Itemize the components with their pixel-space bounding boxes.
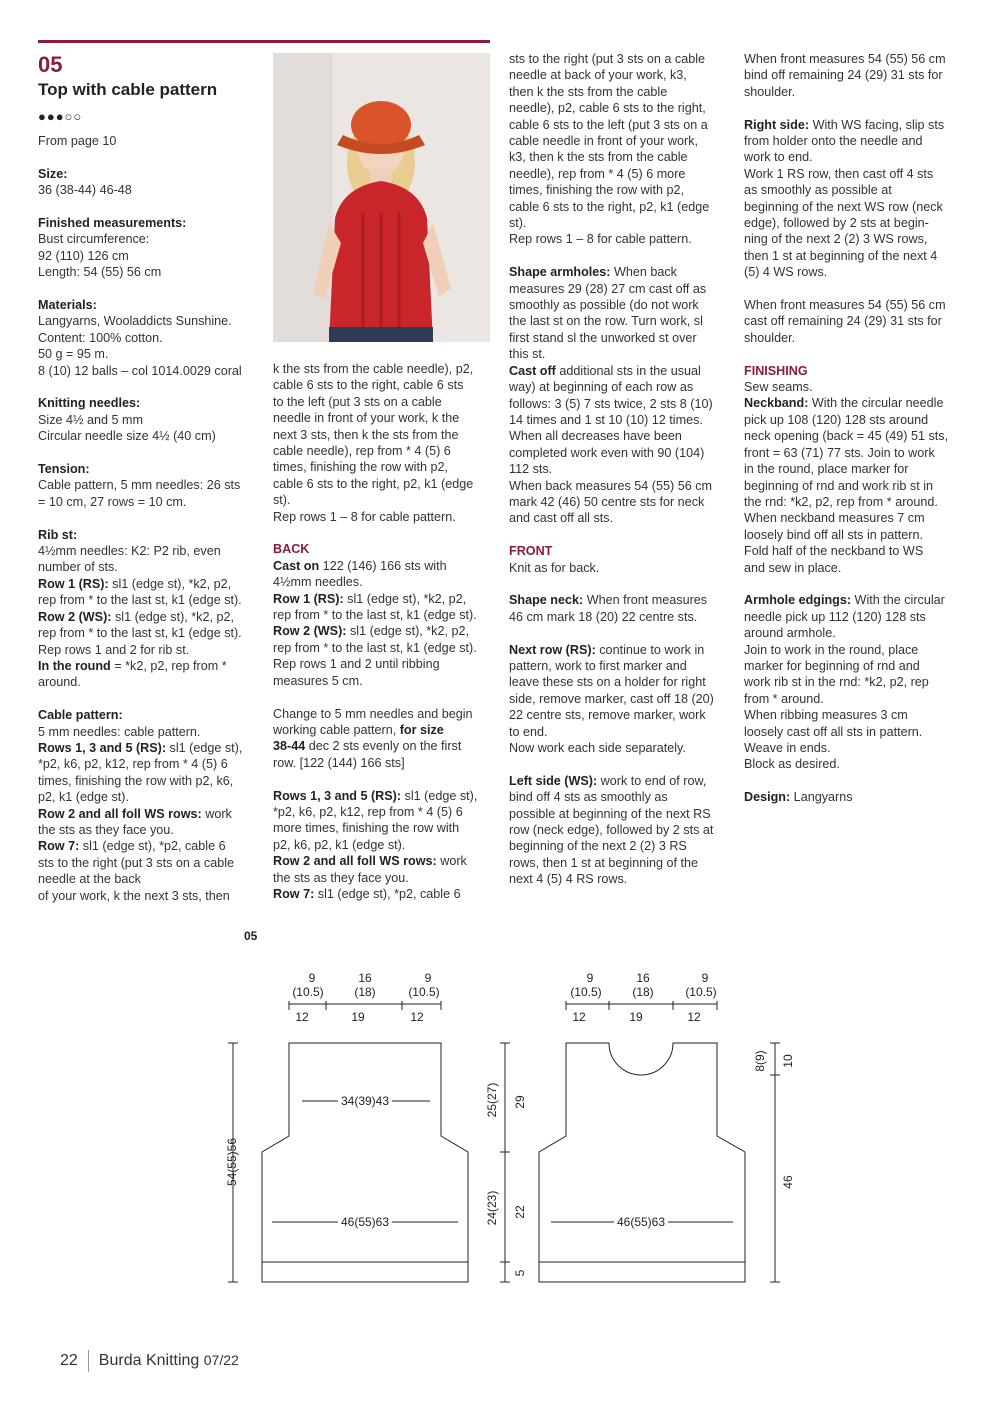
text-line: bind off remaining 24 (29) 31 sts for: [744, 68, 943, 83]
text-line: (5) 4 WS rows.: [744, 265, 828, 280]
text-run: With the circular needle: [808, 396, 944, 411]
text-run: continue to work in: [595, 642, 705, 657]
front-piece: [539, 1001, 780, 1282]
text-line: then 1 st at beginning of the next 4: [744, 248, 938, 263]
text-line: rows, then 1 st at beginning of the: [509, 855, 699, 870]
text-line: 14 times and 1 st 10 (10) 12 times.: [509, 412, 703, 427]
text-line: Length: 54 (55) 56 cm: [38, 265, 162, 280]
text-line: 112 sts.: [509, 462, 553, 477]
text-line: Work 1 RS row, then cast off 4 sts: [744, 166, 934, 181]
text-line: bind off 4 sts as smoothly as: [509, 790, 668, 805]
back-lower-width: 46(55)63: [340, 1215, 390, 1229]
pattern-title: Top with cable pattern: [38, 80, 218, 99]
text-line: Content: 100% cotton.: [38, 330, 163, 345]
text-line: row. [122 (144) 166 sts]: [273, 755, 405, 770]
text-line: Fold half of the neckband to WS: [744, 544, 924, 559]
text-line: 92 (110) 126 cm: [38, 248, 129, 263]
text-line: Weave in ends.: [744, 741, 831, 755]
size-label: Size:: [38, 166, 68, 181]
text-line: sts to the right (put 3 sts on a cable: [38, 855, 235, 870]
front-body-length: 46: [781, 1175, 795, 1189]
footer-divider: [88, 1350, 89, 1372]
text-run: sl1 (edge st), *k2, p2,: [346, 624, 469, 639]
text-run: work: [436, 854, 467, 869]
text-line: When front measures 54 (55) 56 cm: [744, 52, 946, 66]
page-number: 22: [60, 1352, 78, 1370]
neck-label: Shape neck:: [509, 593, 584, 608]
row2all-label: Row 2 and all foll WS rows:: [38, 806, 202, 821]
text-line: pattern, work to first marker and: [509, 658, 687, 673]
text-line: sts to the right (put 3 sts on a cable: [509, 52, 706, 66]
text-line: row (neck edge), followed by 2 sts at: [509, 823, 714, 838]
dim-text: 12: [687, 1010, 701, 1024]
text-line: this st.: [509, 347, 546, 362]
text-line: 5 mm needles: cable pattern.: [38, 724, 201, 739]
text-line: in the round, place marker for: [744, 462, 909, 477]
text-line: Rep rows 1 and 2 until ribbing: [273, 657, 440, 672]
text-line: p2, k1 (edge st).: [38, 790, 130, 805]
text-run: work: [201, 806, 232, 821]
text-line: times, finishing the row with p2, k6,: [38, 773, 234, 788]
text-run: When back: [610, 265, 677, 280]
text-line: 22 centre sts, remove marker, work: [509, 708, 706, 723]
rows135-label: Rows 1, 3 and 5 (RS):: [273, 788, 402, 803]
text-line: *p2, k6, p2, k12, rep from * 4 (5) 6: [38, 757, 228, 772]
text-line: When front measures 54 (55) 56 cm: [744, 298, 946, 313]
text-line: When neckband measures 7 cm: [744, 511, 925, 526]
text-line: around armhole.: [744, 626, 836, 641]
text-line: cable needle), rep from * 4 (5) 6: [273, 444, 451, 459]
dim-text: 16: [636, 971, 650, 985]
text-line: When ribbing measures 3 cm: [744, 708, 908, 723]
materials-label: Materials:: [38, 298, 97, 313]
finishing-heading: FINISHING: [744, 363, 808, 378]
text-line: the sts as they face you.: [273, 870, 409, 885]
text-line: 46 cm mark 18 (20) 22 centre sts.: [509, 609, 698, 624]
cable-label: Cable pattern:: [38, 708, 123, 723]
text-line: of your work, k the next 3 sts, then: [38, 888, 230, 903]
header-rule: [38, 40, 490, 43]
back-piece: [228, 1001, 468, 1282]
text-line: When all decreases have been: [509, 429, 682, 444]
text-line: edge), followed by 2 sts at begin-: [744, 216, 929, 231]
text-line: Circular needle size 4½ (40 cm): [38, 429, 216, 444]
text-line: around.: [38, 675, 81, 690]
text-line: number of sts.: [38, 560, 118, 575]
from-page: From page 10: [38, 134, 117, 148]
text-line: Change to 5 mm needles and begin: [273, 706, 473, 721]
text-run: additional sts in the usual: [555, 363, 701, 378]
text-line: needle at the back: [38, 872, 141, 887]
text-line: smoothly as possible (do not work: [509, 298, 699, 313]
text-line: mark 42 (46) 50 centre sts for neck: [509, 494, 705, 509]
text-line: Bust circumference:: [38, 232, 150, 247]
text-line: k3, then k the sts from the cable: [509, 150, 688, 165]
size-note-2: 38-44: [273, 739, 306, 754]
text-line: beginning of rnd and work rib st in: [744, 478, 934, 493]
text-line: measures 29 (28) 27 cm cast off as: [509, 281, 707, 296]
text-run: With WS facing, slip sts: [809, 117, 945, 132]
pattern-number: 05: [38, 52, 63, 77]
text-run: When front measures: [583, 593, 708, 608]
total-length: 54(55)56: [225, 1137, 239, 1187]
text-line: k the sts from the cable needle), p2,: [273, 362, 474, 376]
finished-label: Finished measurements:: [38, 216, 187, 230]
text-line: neck opening (back = 45 (49) 51 sts,: [744, 429, 949, 444]
text-line: When back measures 54 (55) 56 cm: [509, 478, 712, 493]
text-line: from holder onto the needle and: [744, 134, 923, 149]
front-lower-width: 46(55)63: [616, 1215, 666, 1229]
text-run: = *k2, p2, rep from *: [110, 658, 227, 673]
text-line: loosely bind off all sts in pattern.: [744, 527, 923, 542]
text-line: cable needle in front of your work,: [509, 134, 699, 149]
dim-text: (18): [632, 985, 654, 999]
text-line: marker for beginning of rnd and: [744, 658, 920, 673]
text-line: and sew in place.: [744, 560, 842, 575]
text-run: dec 2 sts evenly on the first: [305, 739, 462, 754]
dim-text: (18): [354, 985, 376, 999]
text-line: next 4 (5) 4 RS rows.: [509, 872, 628, 887]
model-illustration: [273, 53, 490, 342]
text-run: With the circular: [851, 593, 945, 608]
text-line: way) at beginning of each row as: [509, 380, 694, 395]
text-line: p2, k6, p2, k1 (edge st).: [273, 837, 406, 852]
text-line: rep from * to the last st, k1 (edge st).: [273, 640, 477, 655]
rib-height: 5: [513, 1269, 527, 1277]
armhole-depth: 25(27): [485, 1082, 499, 1118]
text-line: to the left (put 3 sts on a cable: [273, 394, 442, 409]
row7-label: Row 7:: [38, 839, 80, 854]
text-line: cast off remaining 24 (29) 31 sts for: [744, 314, 942, 329]
text-line: needle pick up 112 (120) 128 sts: [744, 609, 926, 624]
text-line: st).: [509, 216, 527, 231]
text-line: from * around.: [744, 691, 824, 706]
text-line: cable 6 sts to the left (put 3 sts on a: [509, 117, 708, 132]
dim-text: 19: [629, 1010, 643, 1024]
armholes-label: Shape armholes:: [509, 265, 611, 280]
dim-text: 9: [701, 971, 709, 985]
armhole-edgings-label: Armhole edgings:: [744, 593, 852, 608]
dim-text: 12: [410, 1010, 424, 1024]
text-run: work to end of row,: [597, 773, 707, 788]
text-line: the last st on the row. Turn work, sl: [509, 314, 703, 329]
text-line: side, remove marker, cast off 18 (20): [509, 691, 714, 706]
dim-text: 9: [586, 971, 594, 985]
dim-text: 16: [358, 971, 372, 985]
dim-text: 9: [424, 971, 432, 985]
difficulty-rating: ●●●○○: [38, 109, 83, 124]
text-line: beginning of the next 2 (2) 3 RS: [509, 839, 687, 854]
text-line: measures 5 cm.: [273, 673, 363, 688]
column-1: [38, 133, 263, 920]
right-side-label: Right side:: [744, 117, 810, 132]
size-value: 36 (38-44) 46-48: [38, 183, 132, 198]
text-line: shoulder.: [744, 330, 796, 345]
text-line: times, finishing the row with p2,: [509, 183, 684, 198]
dim-text: 12: [572, 1010, 586, 1024]
text-line: Sew seams.: [744, 380, 813, 395]
dim-text: 19: [351, 1010, 365, 1024]
dim-text: (10.5): [685, 985, 717, 999]
back-upper-width: 34(39)43: [340, 1094, 390, 1108]
text-line: Join to work in the round, place: [744, 642, 919, 657]
text-line: pick up 108 (120) 128 sts around: [744, 412, 929, 427]
text-run: 122 (146) 166 sts with: [319, 558, 447, 573]
left-side-label: Left side (WS):: [509, 773, 598, 788]
text-line: Rep rows 1 – 8 for cable pattern.: [509, 232, 692, 247]
text-run: sl1 (edge st), *k2, p2,: [111, 609, 234, 624]
caston-label: Cast on: [273, 558, 320, 573]
neckband-label: Neckband:: [744, 396, 809, 411]
text-run: sl1 (edge st), *k2, p2,: [343, 591, 467, 606]
text-line: rep from * to the last st, k1 (edge st).: [38, 593, 242, 608]
row2-label: Row 2 (WS):: [38, 609, 112, 624]
text-line: = 10 cm, 27 rows = 10 cm.: [38, 494, 187, 509]
column-4: [744, 51, 969, 822]
dim-text: 9: [308, 971, 316, 985]
text-line: leave these sts on a holder for right: [509, 675, 706, 690]
text-line: possible at beginning of the next RS: [509, 806, 711, 821]
diagram-label: 05: [244, 929, 258, 943]
middle-dims: [500, 1043, 510, 1282]
dim-text: (10.5): [570, 985, 602, 999]
text-line: 8 (10) 12 balls – col 1014.0029 coral: [38, 363, 242, 378]
text-line: completed work even with 90 (104): [509, 445, 705, 460]
neck-depth-alt: 10: [781, 1054, 795, 1068]
column-3: [509, 51, 734, 904]
text-line: Rep rows 1 – 8 for cable pattern.: [273, 509, 456, 524]
text-line: loosely cast off all sts in pattern.: [744, 724, 923, 739]
text-line: rep from * to the last st, k1 (edge st).: [38, 626, 242, 641]
text-line: the rnd: *k2, p2, rep from * around.: [744, 494, 938, 509]
front-outline: [539, 1043, 745, 1282]
text-line: Now work each side separately.: [509, 741, 686, 755]
text-line: Block as desired.: [744, 757, 840, 772]
text-line: next 3 sts, then k the sts from the: [273, 427, 459, 442]
text-line: times, finishing the row with p2,: [273, 460, 448, 475]
text-run: sl1 (edge st), *k2, p2,: [108, 576, 232, 591]
text-line: and cast off all sts.: [509, 511, 614, 526]
text-line: Rep rows 1 and 2 for rib st.: [38, 642, 190, 657]
text-line: st).: [273, 493, 291, 508]
text-line: to end.: [509, 724, 548, 739]
rib-label: Rib st:: [38, 527, 78, 542]
magazine-name: Burda Knitting: [98, 1352, 200, 1370]
neck-depth: 8(9): [753, 1050, 767, 1072]
text-line: Cable pattern, 5 mm needles: 26 sts: [38, 478, 241, 493]
dim-text: 12: [295, 1010, 309, 1024]
front-heading: FRONT: [509, 544, 553, 559]
row7-label: Row 7:: [273, 886, 315, 901]
schematic-diagram: [0, 920, 999, 1300]
text-line: work to end.: [744, 150, 813, 165]
column-2: [273, 361, 498, 919]
text-line: 50 g = 95 m.: [38, 347, 109, 362]
issue-number: 07/22: [203, 1352, 239, 1369]
body-length: 24(23): [485, 1190, 499, 1226]
text-line: Langyarns, Wooladdicts Sunshine.: [38, 314, 232, 329]
text-line: beginning of the next WS row (neck: [744, 199, 943, 214]
text-line: ning of the next 2 (2) 3 WS rows,: [744, 232, 928, 247]
row2all-label: Row 2 and all foll WS rows:: [273, 854, 437, 869]
text-line: shoulder.: [744, 84, 796, 99]
text-line: cable 6 sts to the right, cable 6 sts: [273, 378, 464, 393]
page-footer: [60, 1350, 239, 1372]
row2-label: Row 2 (WS):: [273, 624, 347, 639]
body-length-alt: 22: [513, 1205, 527, 1219]
text-run: sl1 (edge st),: [166, 740, 243, 755]
row1-label: Row 1 (RS):: [273, 591, 344, 606]
text-line: needle at back of your work, k3,: [509, 68, 687, 83]
text-line: Size 4½ and 5 mm: [38, 412, 143, 427]
text-line: as smoothly as possible at: [744, 183, 892, 198]
text-line: needle in front of your work, k the: [273, 411, 460, 426]
text-run: sl1 (edge st),: [401, 788, 478, 803]
dim-text: (10.5): [408, 985, 440, 999]
text-line: 4½mm needles.: [273, 575, 363, 590]
nextrow-label: Next row (RS):: [509, 642, 596, 657]
text-line: 4½mm needles: K2: P2 rib, even: [38, 544, 221, 559]
back-outline: [262, 1043, 468, 1282]
text-line: front = 63 (71) 77 sts. Join to work: [744, 445, 935, 460]
armhole-depth-alt: 29: [513, 1095, 527, 1109]
design-label: Design:: [744, 790, 791, 805]
needles-label: Knitting needles:: [38, 396, 141, 411]
text-run: working cable pattern,: [273, 722, 400, 737]
text-line: *p2, k6, p2, k12, rep from * 4 (5) 6: [273, 804, 463, 819]
text-line: needle), p2, cable 6 sts to the right,: [509, 101, 706, 116]
rows135-label: Rows 1, 3 and 5 (RS):: [38, 740, 167, 755]
design-value: Langyarns: [790, 790, 853, 805]
text-line: cable 6 sts to the right, p2, k1 (edge: [509, 199, 710, 214]
text-line: Knit as for back.: [509, 560, 600, 575]
text-line: then k the sts from the cable: [509, 84, 668, 99]
back-heading: BACK: [273, 542, 310, 557]
text-run: sl1 (edge st), *p2, cable 6: [79, 839, 226, 854]
castoff-label: Cast off: [509, 363, 556, 378]
round-label: In the round: [38, 658, 111, 673]
row1-label: Row 1 (RS):: [38, 576, 109, 591]
text-line: rep from * to the last st, k1 (edge st).: [273, 608, 477, 623]
model-photo: [273, 53, 490, 342]
dim-text: (10.5): [292, 985, 324, 999]
size-note: for size: [399, 722, 444, 737]
tension-label: Tension:: [38, 462, 90, 477]
text-line: cable 6 sts to the right, p2, k1 (edge: [273, 476, 474, 491]
text-line: work rib st in the rnd: *k2, p2, rep: [744, 675, 929, 690]
text-line: first stand sl the unworked st over: [509, 330, 697, 345]
text-line: more times, finishing the row with: [273, 821, 460, 836]
text-line: the sts as they face you.: [38, 822, 174, 837]
text-run: sl1 (edge st), *p2, cable 6: [314, 886, 461, 901]
text-line: needle), rep from * 4 (5) 6 more: [509, 166, 686, 181]
text-line: follows: 3 (5) 7 sts twice, 2 sts 8 (10): [509, 396, 713, 411]
